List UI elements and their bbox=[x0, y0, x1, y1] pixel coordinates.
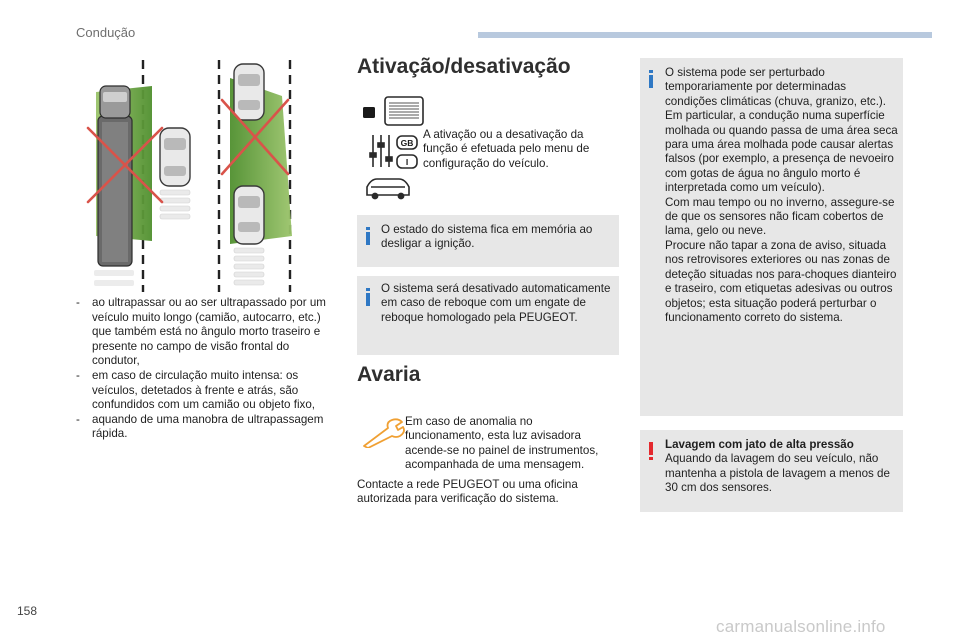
info-note-memory bbox=[357, 215, 619, 267]
info-icon bbox=[366, 227, 370, 245]
info-icon bbox=[366, 288, 370, 306]
fault-text: Em caso de anomalia no funcionamento, esta luz avisadora acende-se no painel de instrumentos, acompanhada de uma mensagem. bbox=[405, 415, 599, 472]
activation-icons bbox=[363, 95, 427, 205]
list-item: - ao ultrapassar ou ao ser ultrapassado por um veículo muito longo (camião, autocarro, etc.) que também está no ângulo morto traseiro e presente no campo de visão frontal do condutor, bbox=[76, 296, 326, 368]
contact-text: Contacte a rede PEUGEOT ou uma oficina autorizada para verificação do sistema. bbox=[357, 478, 578, 506]
header-rule bbox=[478, 32, 932, 38]
memory-note-text: O estado do sistema fica em memória ao desligar a ignição. bbox=[381, 223, 593, 251]
info-note-towing bbox=[357, 276, 619, 355]
warning-title: Lavagem com jato de alta pressão bbox=[665, 438, 854, 451]
activation-title: Ativação/desativação bbox=[357, 55, 571, 78]
truck-trail bbox=[94, 270, 134, 286]
car-top-icon bbox=[234, 186, 264, 244]
wrench-warning-icon bbox=[362, 418, 408, 448]
warning-icon bbox=[649, 442, 653, 460]
car-trail-mid bbox=[160, 190, 190, 219]
warning-note bbox=[640, 430, 903, 512]
disturbance-note-text: O sistema pode ser perturbado temporariamente por determinadas condições climáticas (chuva, granizo, etc.). Em particular, a condução numa superfície molhada ou quando passa de uma área seca para uma área molhada pode causar alertas falsos (por exemplo, a presença de nevoeiro com gotas de água no ângulo morto é interpretada como um veículo). Com mau tempo ou no inverno, assegure-se de que os sensores não ficam cobertos de lama, gelo ou neve. Procure não tapar a zona de aviso, situada nos retrovisores exteriores ou nas zonas de deteção situadas nos para-choques dianteiro e traseiro, com etiquetas adesivas ou outros objetos; esta situação poderá perturbar o funcionamento correto do sistema. bbox=[665, 66, 898, 324]
i-label: I bbox=[405, 157, 409, 167]
watermark: carmanualsonline.info bbox=[716, 617, 886, 636]
car-trail-right bbox=[234, 248, 264, 285]
info-icon bbox=[649, 70, 653, 88]
list-item: - em caso de circulação muito intensa: os veículos, detetados à frente e atrás, são confundidos com um camião ou objeto fixo, bbox=[76, 368, 315, 412]
menu-screen-icon bbox=[363, 97, 423, 125]
info-note-disturbance bbox=[640, 58, 903, 416]
fault-title: Avaria bbox=[357, 363, 421, 386]
towing-note-text: O sistema será desativado automaticamente em caso de reboque com um engate de reboque homologado pela PEUGEOT. bbox=[381, 282, 611, 324]
activation-text: A ativação ou a desativação da função é efetuada pelo menu de configuração do veículo. bbox=[423, 128, 590, 170]
warning-text: Aquando da lavagem do seu veículo, não mantenha a pistola de lavagem a menos de 30 cm dos sensores. bbox=[665, 452, 890, 495]
blind-spot-illustration bbox=[82, 56, 350, 296]
car-icon bbox=[367, 179, 409, 199]
page-number: 158 bbox=[17, 604, 38, 618]
conditions-list bbox=[76, 296, 338, 442]
gb-label: GB bbox=[400, 138, 414, 148]
list-item: - aquando de uma manobra de ultrapassagem rápida. bbox=[76, 412, 324, 441]
section-header: Condução bbox=[76, 25, 136, 40]
car-top-icon bbox=[234, 64, 264, 120]
car-top-icon bbox=[160, 128, 190, 186]
